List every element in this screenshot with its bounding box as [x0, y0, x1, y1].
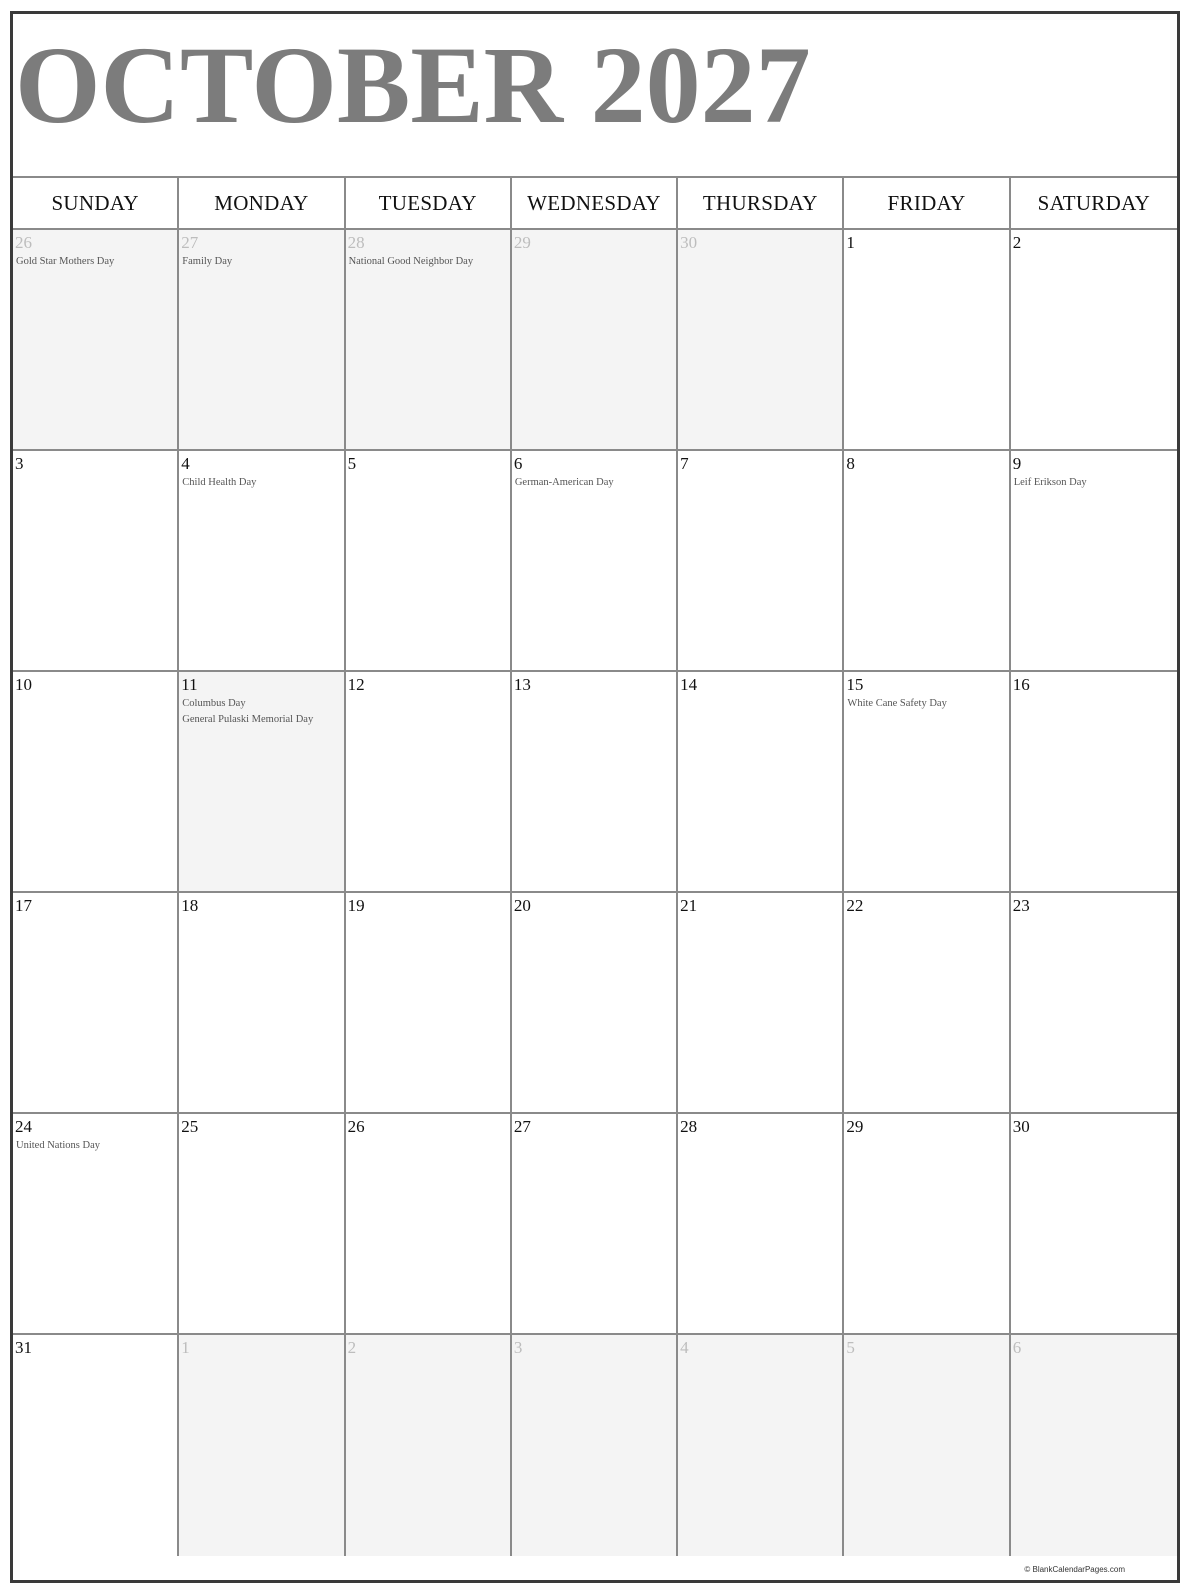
calendar-grid: [13, 178, 1177, 1556]
event-label: Child Health Day: [182, 477, 257, 488]
title-area: [13, 14, 1177, 178]
weekday-header: TUESDAY: [346, 178, 512, 230]
event-list: [16, 254, 175, 270]
day-cell[interactable]: [179, 230, 345, 451]
event-label: General Pulaski Memorial Day: [182, 714, 314, 725]
day-cell[interactable]: [844, 1114, 1010, 1335]
day-cell[interactable]: [13, 893, 179, 1114]
day-number: 3: [513, 1338, 523, 1357]
day-number: 31: [15, 1338, 32, 1357]
day-cell[interactable]: [678, 1114, 844, 1335]
day-cell[interactable]: [1011, 1335, 1177, 1556]
day-cell[interactable]: [512, 1114, 678, 1335]
day-number: 3: [15, 454, 24, 473]
event-label: German-American Day: [514, 477, 614, 488]
day-cell[interactable]: [179, 893, 345, 1114]
day-number: 15: [846, 675, 864, 694]
day-cell[interactable]: [13, 1335, 179, 1556]
day-cell[interactable]: [678, 672, 844, 893]
day-cell[interactable]: [512, 1335, 678, 1556]
event-label: United Nations Day: [16, 1140, 100, 1151]
day-cell[interactable]: [346, 230, 512, 451]
day-cell[interactable]: [678, 893, 844, 1114]
day-cell[interactable]: [179, 451, 345, 672]
day-cell[interactable]: [844, 230, 1010, 451]
day-number: 6: [1012, 1338, 1022, 1357]
event-label: Gold Star Mothers Day: [16, 256, 115, 267]
credit-text[interactable]: © BlankCalendarPages.com: [1024, 1565, 1125, 1574]
day-number: 28: [347, 233, 365, 252]
day-number: 27: [513, 1117, 531, 1136]
day-cell[interactable]: [346, 1335, 512, 1556]
day-number: 20: [513, 896, 531, 915]
day-cell[interactable]: [844, 672, 1010, 893]
day-number: 2: [347, 1338, 357, 1357]
day-number: 6: [513, 454, 523, 473]
day-cell[interactable]: [179, 672, 345, 893]
day-number: 22: [846, 896, 864, 915]
day-number: 28: [680, 1117, 698, 1136]
day-number: 2: [1012, 233, 1022, 252]
day-cell[interactable]: [13, 451, 179, 672]
day-number: 30: [680, 233, 698, 252]
event-list: [16, 1138, 175, 1154]
day-number: 14: [680, 675, 698, 694]
event-list: [182, 696, 341, 728]
calendar-title: OCTOBER 2027: [15, 24, 811, 146]
day-number: 18: [181, 896, 199, 915]
day-cell[interactable]: [678, 230, 844, 451]
day-cell[interactable]: [512, 451, 678, 672]
day-number: 12: [347, 675, 365, 694]
event-list: [182, 475, 341, 491]
calendar-frame: [10, 11, 1180, 1583]
event-label: White Cane Safety Day: [847, 698, 947, 709]
day-number: 30: [1012, 1117, 1030, 1136]
day-number: 7: [680, 454, 689, 473]
day-number: 8: [846, 454, 855, 473]
day-number: 17: [15, 896, 32, 915]
day-cell[interactable]: [678, 1335, 844, 1556]
day-number: 27: [181, 233, 199, 252]
event-list: [182, 254, 341, 270]
event-list: [349, 254, 508, 270]
day-cell[interactable]: [1011, 230, 1177, 451]
day-cell[interactable]: [844, 451, 1010, 672]
day-number: 21: [680, 896, 698, 915]
weekday-header: SATURDAY: [1011, 178, 1177, 230]
day-cell[interactable]: [512, 230, 678, 451]
weekday-header: MONDAY: [179, 178, 345, 230]
day-cell[interactable]: [346, 893, 512, 1114]
day-cell[interactable]: [13, 230, 179, 451]
day-number: 24: [15, 1117, 32, 1136]
event-list: [1014, 475, 1175, 491]
event-label: National Good Neighbor Day: [348, 256, 474, 267]
day-number: 10: [15, 675, 32, 694]
day-number: 9: [1012, 454, 1022, 473]
day-cell[interactable]: [678, 451, 844, 672]
day-number: 25: [181, 1117, 199, 1136]
day-number: 29: [846, 1117, 864, 1136]
day-cell[interactable]: [346, 451, 512, 672]
day-number: 1: [181, 1338, 190, 1357]
day-cell[interactable]: [179, 1335, 345, 1556]
event-label: Columbus Day: [182, 698, 246, 709]
day-number: 4: [680, 1338, 689, 1357]
day-cell[interactable]: [844, 893, 1010, 1114]
day-number: 16: [1012, 675, 1030, 694]
day-number: 5: [347, 454, 357, 473]
day-cell[interactable]: [1011, 451, 1177, 672]
day-cell[interactable]: [179, 1114, 345, 1335]
day-cell[interactable]: [13, 672, 179, 893]
day-cell[interactable]: [512, 672, 678, 893]
day-number: 23: [1012, 896, 1030, 915]
day-cell[interactable]: [512, 893, 678, 1114]
event-list: [515, 475, 674, 491]
day-cell[interactable]: [346, 1114, 512, 1335]
day-number: 5: [846, 1338, 855, 1357]
day-number: 11: [181, 675, 198, 694]
day-cell[interactable]: [1011, 1114, 1177, 1335]
day-number: 19: [347, 896, 365, 915]
weekday-header: WEDNESDAY: [512, 178, 678, 230]
weekday-header: FRIDAY: [844, 178, 1010, 230]
event-label: Leif Erikson Day: [1013, 477, 1087, 488]
weekday-header: SUNDAY: [13, 178, 179, 230]
event-list: [847, 696, 1006, 712]
weekday-header: THURSDAY: [678, 178, 844, 230]
day-cell[interactable]: [346, 672, 512, 893]
day-cell[interactable]: [1011, 672, 1177, 893]
day-number: 29: [513, 233, 531, 252]
day-number: 26: [15, 233, 32, 252]
day-number: 26: [347, 1117, 365, 1136]
day-number: 4: [181, 454, 190, 473]
day-cell[interactable]: [1011, 893, 1177, 1114]
day-number: 1: [846, 233, 855, 252]
day-cell[interactable]: [13, 1114, 179, 1335]
day-number: 13: [513, 675, 531, 694]
day-cell[interactable]: [844, 1335, 1010, 1556]
event-label: Family Day: [182, 256, 233, 267]
